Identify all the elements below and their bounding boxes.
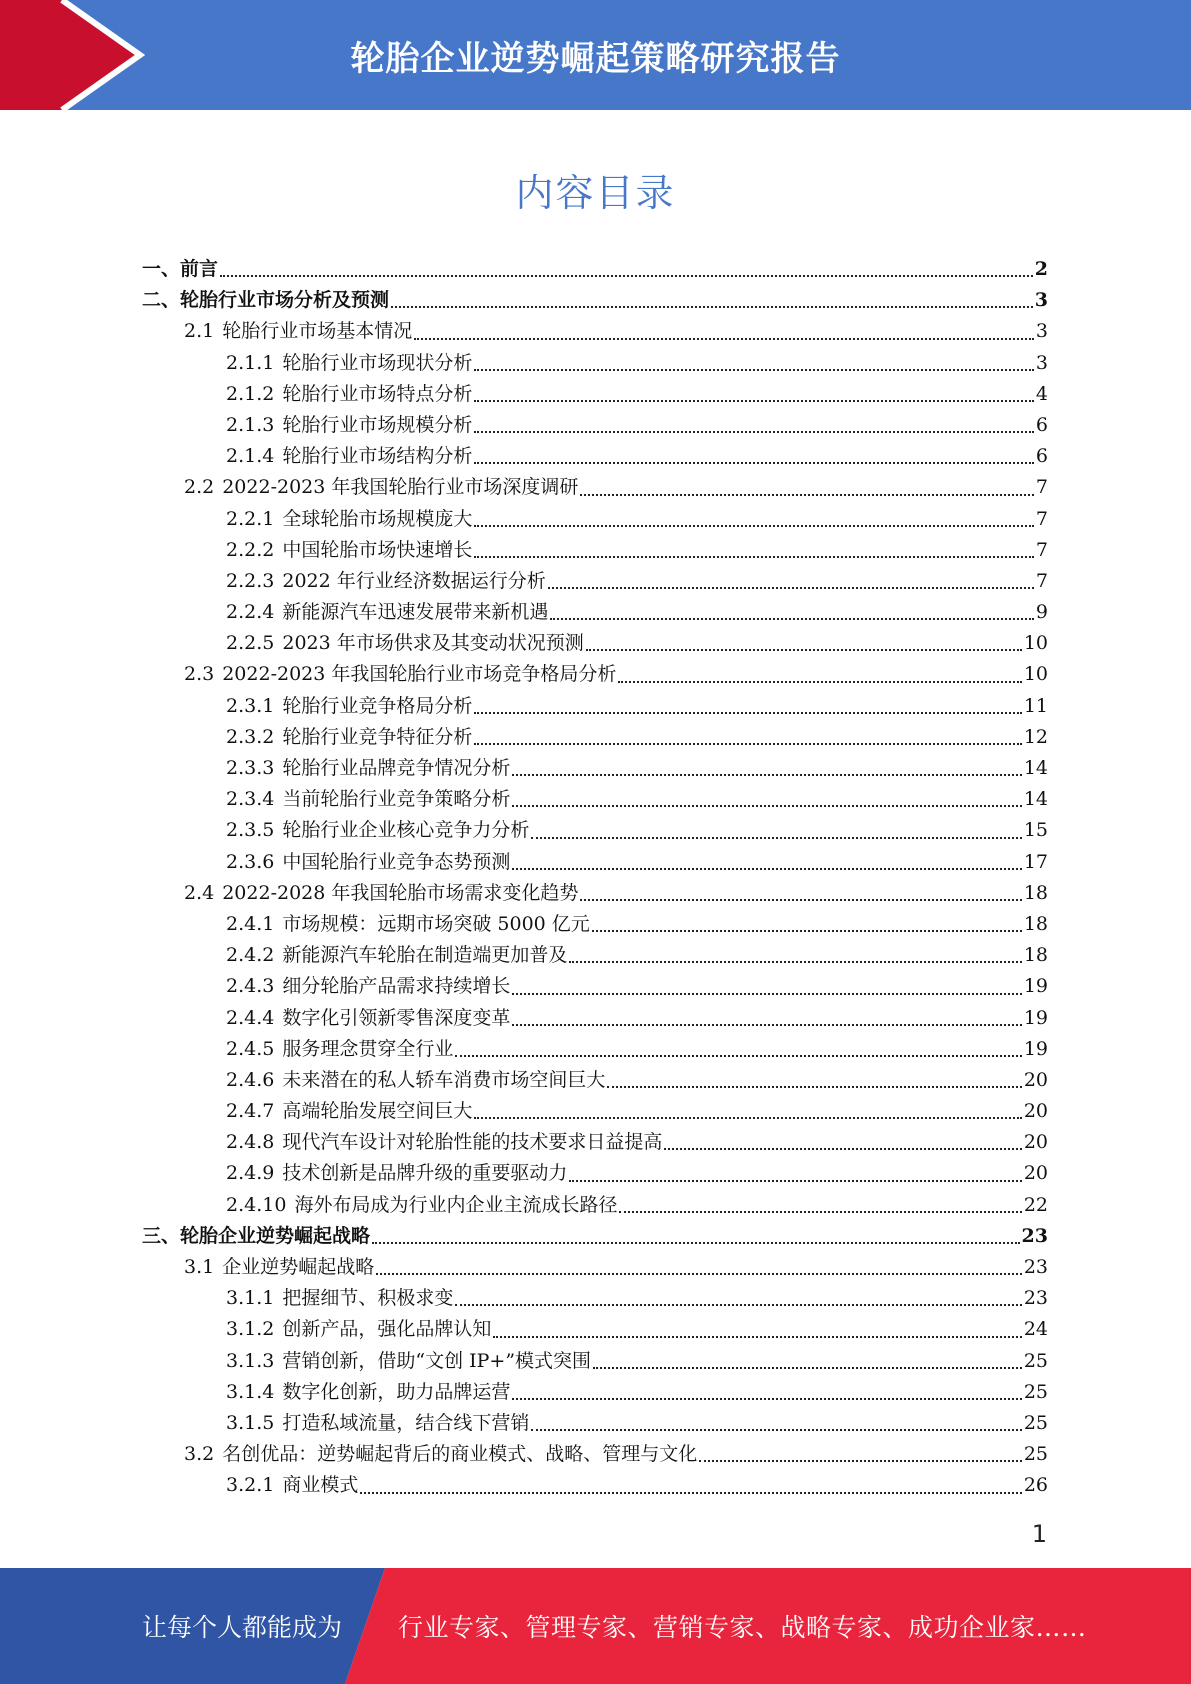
toc-entry-page: 20 [1023, 1162, 1048, 1185]
toc-entry-number: 3.1.2 [226, 1318, 275, 1341]
toc-entry-page: 23 [1023, 1256, 1048, 1278]
toc-entry-number: 2.4.4 [226, 1006, 275, 1029]
dot-leader [512, 805, 1021, 807]
report-title: 轮胎企业逆势崛起策略研究报告 [350, 38, 841, 79]
toc-entry-page: 25 [1023, 1443, 1048, 1466]
toc-entry-title: 全球轮胎市场规模庞大 [282, 507, 473, 530]
toc-entry[interactable] [142, 410, 1048, 441]
toc-entry-title: 现代汽车设计对轮胎性能的技术要求日益提高 [282, 1131, 663, 1154]
toc-entry[interactable] [142, 1439, 1048, 1470]
toc-entry-page: 25 [1023, 1411, 1048, 1434]
toc-entry[interactable] [142, 878, 1048, 909]
toc-entry-page: 19 [1023, 975, 1048, 998]
toc-entry-title: 名创优品：逆势崛起背后的商业模式、战略、管理与文化 [222, 1443, 698, 1466]
dot-leader [474, 462, 1034, 464]
toc-entry-page: 3 [1034, 289, 1048, 312]
toc-entry-number: 2.4.2 [226, 944, 275, 967]
toc-entry-number: 2.1.2 [226, 382, 275, 405]
toc-entry-number: 2.3.2 [226, 725, 275, 748]
toc-entry-title: 轮胎行业品牌竞争情况分析 [282, 757, 511, 779]
toc-entry-page: 2 [1034, 258, 1048, 280]
toc-entry-title: 轮胎行业竞争格局分析 [282, 694, 473, 717]
toc-entry[interactable] [142, 691, 1048, 722]
toc-entry-number: 2.4.6 [226, 1068, 275, 1091]
toc-entry[interactable] [142, 1221, 1048, 1252]
toc-entry[interactable] [142, 659, 1048, 690]
dot-leader [531, 837, 1021, 839]
toc-entry[interactable] [142, 847, 1048, 878]
toc-entry-title: 技术创新是品牌升级的重要驱动力 [282, 1162, 568, 1185]
toc-entry-page: 20 [1023, 1100, 1048, 1123]
toc-entry-page: 3 [1035, 351, 1048, 374]
toc-entry-page: 15 [1023, 819, 1048, 842]
toc-entry[interactable] [142, 971, 1048, 1002]
dot-leader [474, 431, 1034, 433]
toc-entry[interactable] [142, 285, 1048, 316]
toc-entry-title: 前言 [180, 258, 219, 280]
toc-entry-number: 2.2 [184, 476, 215, 499]
toc-heading: 内容目录 [515, 171, 676, 215]
dot-leader [376, 1273, 1022, 1275]
dot-leader [372, 1242, 1020, 1244]
toc-entry-title: 数字化创新，助力品牌运营 [282, 1380, 511, 1403]
dot-leader [531, 1429, 1021, 1431]
toc-entry-page: 7 [1035, 507, 1048, 530]
dot-leader [586, 649, 1022, 651]
toc-entry[interactable] [142, 815, 1048, 846]
toc-entry[interactable] [142, 1346, 1048, 1377]
dot-leader [512, 1398, 1021, 1400]
toc-entry[interactable] [142, 722, 1048, 753]
toc-entry-page: 7 [1035, 538, 1048, 561]
dot-leader [512, 868, 1021, 870]
dot-leader [493, 1336, 1021, 1338]
toc-entry-title: 细分轮胎产品需求持续增长 [282, 975, 511, 998]
toc-entry-title: 企业逆势崛起战略 [222, 1256, 375, 1278]
toc-entry-number: 2.3.6 [226, 850, 275, 873]
toc-entry-title: 营销创新，借助“文创 IP+”模式突围 [282, 1349, 592, 1372]
toc-entry-page: 24 [1023, 1318, 1048, 1341]
toc-entry[interactable] [142, 1377, 1048, 1408]
toc-entry-number: 2.2.5 [226, 632, 275, 655]
toc-entry-number: 一、 [142, 258, 181, 280]
toc-entry[interactable] [142, 1252, 1048, 1283]
toc-entry-page: 7 [1035, 476, 1048, 499]
toc-entry[interactable] [142, 1314, 1048, 1345]
toc-entry-title: 轮胎行业企业核心竞争力分析 [282, 819, 530, 842]
toc-entry-page: 25 [1023, 1349, 1048, 1372]
toc-entry-page: 19 [1023, 1037, 1048, 1060]
toc-entry[interactable] [142, 753, 1048, 784]
toc-entry-title: 高端轮胎发展空间巨大 [282, 1100, 473, 1123]
toc-entry-number: 2.4.9 [226, 1162, 275, 1185]
toc-entry-title: 服务理念贯穿全行业 [282, 1037, 454, 1060]
toc-entry-number: 2.2.1 [226, 507, 275, 530]
dot-leader [391, 306, 1033, 308]
toc-entry-title: 当前轮胎行业竞争策略分析 [282, 788, 511, 811]
toc-entry-title: 中国轮胎行业竞争态势预测 [282, 850, 511, 873]
toc-entry-number: 2.3.3 [226, 757, 275, 779]
toc-entry-number: 2.3.1 [226, 694, 275, 717]
toc-entry-page: 12 [1023, 725, 1048, 748]
toc-entry-number: 2.1.4 [226, 445, 275, 468]
toc-entry-title: 轮胎行业竞争特征分析 [282, 725, 473, 748]
toc-entry-page: 4 [1035, 382, 1048, 405]
dot-leader [607, 1086, 1021, 1088]
toc-entry[interactable] [142, 316, 1048, 347]
toc-entry-title: 轮胎行业市场结构分析 [282, 445, 473, 468]
toc-entry-page: 10 [1023, 663, 1048, 686]
toc-entry-title: 海外布局成为行业内企业主流成长路径 [294, 1193, 618, 1216]
toc-entry-title: 2022-2028 年我国轮胎市场需求变化趋势 [222, 881, 579, 904]
toc-entry[interactable] [142, 1003, 1048, 1034]
toc-entry-number: 2.4.7 [226, 1100, 275, 1123]
toc-entry-page: 9 [1035, 601, 1048, 624]
toc-entry[interactable] [142, 1034, 1048, 1065]
dot-leader [619, 1211, 1021, 1213]
toc-entry-number: 3.1.3 [226, 1349, 275, 1372]
dot-leader [618, 681, 1021, 683]
toc-entry[interactable] [142, 504, 1048, 535]
dot-leader [455, 1304, 1021, 1306]
toc-entry-number: 3.1 [184, 1256, 215, 1278]
toc-entry[interactable] [142, 566, 1048, 597]
red-arrow-graphic [0, 0, 160, 110]
toc-entry-number: 2.1.1 [226, 351, 275, 374]
toc-entry-page: 17 [1023, 850, 1048, 873]
toc-entry[interactable] [142, 1283, 1048, 1314]
toc-entry-number: 2.3.5 [226, 819, 275, 842]
toc-entry-page: 14 [1023, 757, 1048, 779]
toc-entry[interactable] [142, 348, 1048, 379]
toc-entry-title: 新能源汽车迅速发展带来新机遇 [282, 601, 549, 624]
toc-entry[interactable] [142, 909, 1048, 940]
dot-leader [569, 1180, 1021, 1182]
toc-entry[interactable] [142, 784, 1048, 815]
dot-leader [474, 369, 1034, 371]
toc-entry-number: 3.2 [184, 1443, 215, 1466]
toc-entry-number: 2.2.3 [226, 569, 275, 592]
toc-entry-page: 14 [1023, 788, 1048, 811]
toc-entry-number: 2.4.5 [226, 1037, 275, 1060]
dot-leader [220, 275, 1033, 277]
toc-entry-page: 3 [1035, 320, 1048, 343]
toc-entry-number: 二、 [142, 289, 181, 312]
toc-entry[interactable] [142, 1158, 1048, 1189]
toc-entry-page: 19 [1023, 1006, 1048, 1029]
dot-leader [569, 961, 1021, 963]
toc-entry-title: 市场规模：远期市场突破 5000 亿元 [282, 912, 590, 935]
toc-entry[interactable] [142, 628, 1048, 659]
dot-leader [474, 712, 1021, 714]
toc-entry-number: 2.3 [184, 663, 215, 686]
toc-entry-title: 未来潜在的私人轿车消费市场空间巨大 [282, 1068, 606, 1091]
toc-entry[interactable] [142, 1190, 1048, 1221]
toc-entry-page: 11 [1023, 694, 1048, 717]
dot-leader [455, 1055, 1021, 1057]
toc-entry[interactable] [142, 1127, 1048, 1158]
toc-entry-title: 轮胎行业市场规模分析 [282, 413, 473, 436]
dot-leader [699, 1460, 1022, 1462]
toc-entry-page: 6 [1035, 413, 1048, 436]
dot-leader [592, 930, 1022, 932]
toc-entry[interactable] [142, 472, 1048, 503]
toc-entry-title: 中国轮胎市场快速增长 [282, 538, 473, 561]
toc-entry-title: 轮胎行业市场分析及预测 [180, 289, 390, 312]
toc-entry-number: 3.1.1 [226, 1287, 275, 1310]
dot-leader [580, 899, 1021, 901]
dot-leader [593, 1367, 1022, 1369]
dot-leader [474, 1117, 1021, 1119]
dot-leader [414, 338, 1034, 340]
dot-leader [474, 556, 1034, 558]
toc-entry[interactable] [142, 1408, 1048, 1439]
toc-entry-title: 创新产品，强化品牌认知 [282, 1318, 492, 1341]
toc-entry-title: 轮胎行业市场特点分析 [282, 382, 473, 405]
toc-entry-page: 10 [1023, 632, 1048, 655]
toc-entry-number: 2.4.8 [226, 1131, 275, 1154]
toc-entry-title: 商业模式 [282, 1474, 359, 1497]
toc-entry-title: 轮胎行业市场基本情况 [222, 320, 413, 343]
toc-entry-number: 2.3.4 [226, 788, 275, 811]
toc-entry-title: 2022-2023 年我国轮胎行业市场竞争格局分析 [222, 663, 617, 686]
page-number: 1 [1031, 1520, 1047, 1548]
toc-entry-page: 20 [1023, 1068, 1048, 1091]
toc-entry-page: 23 [1021, 1224, 1048, 1247]
toc-entry-page: 26 [1023, 1474, 1048, 1497]
toc-entry-number: 2.2.4 [226, 601, 275, 624]
toc-entry-page: 23 [1023, 1287, 1048, 1310]
toc-entry-title: 数字化引领新零售深度变革 [282, 1006, 511, 1029]
toc-entry-page: 18 [1023, 912, 1048, 935]
dot-leader [512, 774, 1021, 776]
toc-entry[interactable] [142, 940, 1048, 971]
toc-entry-page: 18 [1023, 881, 1048, 904]
toc-entry-title: 新能源汽车轮胎在制造端更加普及 [282, 944, 568, 967]
toc-entry-number: 2.4.1 [226, 912, 275, 935]
toc-entry-page: 6 [1035, 445, 1048, 468]
dot-leader [580, 494, 1034, 496]
toc-entry-number: 2.2.2 [226, 538, 275, 561]
toc-entry-number: 3.1.5 [226, 1411, 275, 1434]
dot-leader [512, 993, 1021, 995]
dot-leader [474, 743, 1021, 745]
toc-entry[interactable] [142, 1065, 1048, 1096]
toc-entry-number: 2.4.10 [226, 1193, 287, 1216]
dot-leader [474, 400, 1034, 402]
dot-leader [664, 1148, 1021, 1150]
toc-entry-number: 2.4 [184, 881, 215, 904]
toc-entry-page: 25 [1023, 1380, 1048, 1403]
dot-leader [550, 618, 1034, 620]
table-of-contents [142, 254, 1048, 1502]
toc-entry-title: 2023 年市场供求及其变动状况预测 [282, 632, 584, 655]
footer-band [0, 1568, 1191, 1684]
toc-entry[interactable] [142, 1096, 1048, 1127]
dot-leader [548, 587, 1034, 589]
dot-leader [512, 1024, 1021, 1026]
toc-entry-number: 3.2.1 [226, 1474, 275, 1497]
toc-entry[interactable] [142, 254, 1048, 285]
header-band [0, 0, 1191, 110]
toc-entry-number: 2.1.3 [226, 413, 275, 436]
toc-entry-page: 7 [1035, 569, 1048, 592]
toc-entry[interactable] [142, 597, 1048, 628]
toc-entry-page: 22 [1023, 1193, 1048, 1216]
toc-entry-title: 2022-2023 年我国轮胎行业市场深度调研 [222, 476, 579, 499]
toc-entry[interactable] [142, 379, 1048, 410]
toc-entry[interactable] [142, 1470, 1048, 1501]
toc-entry-title: 把握细节、积极求变 [282, 1287, 454, 1310]
toc-entry-page: 18 [1023, 944, 1048, 967]
dot-leader [360, 1492, 1021, 1494]
toc-entry[interactable] [142, 535, 1048, 566]
toc-entry-page: 20 [1023, 1131, 1048, 1154]
toc-entry-number: 3.1.4 [226, 1380, 275, 1403]
dot-leader [474, 525, 1034, 527]
toc-entry-title: 2022 年行业经济数据运行分析 [282, 569, 546, 592]
toc-entry-number: 三、 [142, 1224, 181, 1247]
footer-slogan-right: 行业专家、管理专家、营销专家、战略专家、成功企业家…… [398, 1613, 1087, 1642]
toc-entry-title: 打造私域流量，结合线下营销 [282, 1411, 530, 1434]
toc-entry-title: 轮胎企业逆势崛起战略 [180, 1224, 371, 1247]
toc-entry-title: 轮胎行业市场现状分析 [282, 351, 473, 374]
toc-entry-number: 2.1 [184, 320, 215, 343]
toc-entry[interactable] [142, 441, 1048, 472]
footer-slogan-left: 让每个人都能成为 [142, 1613, 343, 1642]
toc-entry-number: 2.4.3 [226, 975, 275, 998]
